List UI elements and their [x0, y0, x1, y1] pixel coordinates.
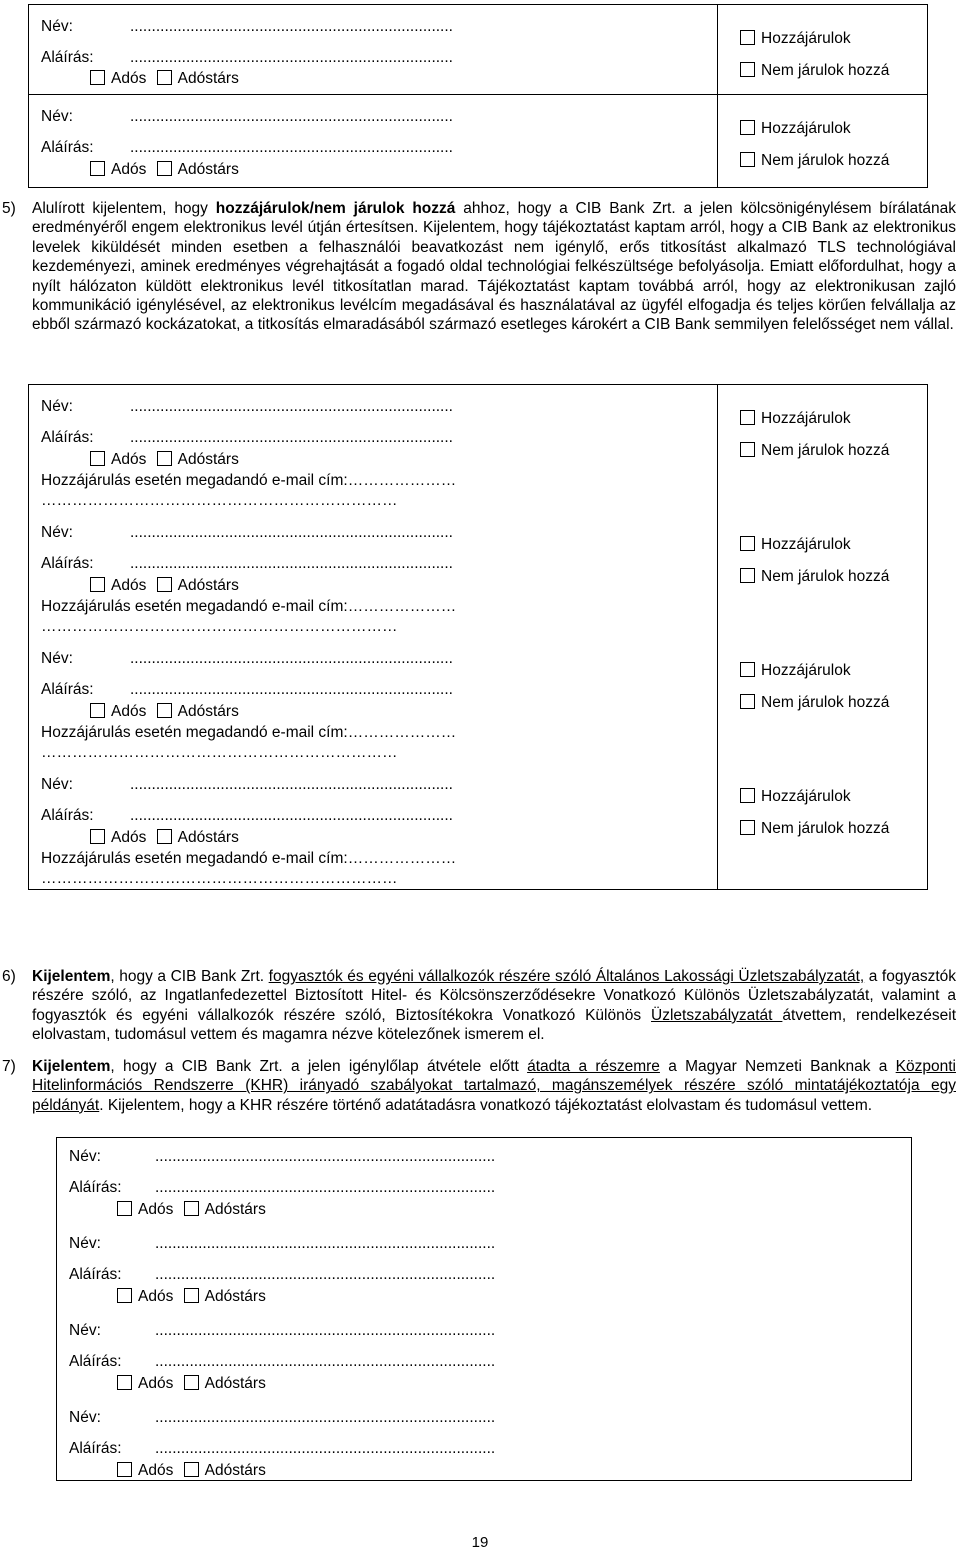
email-row1-name-field[interactable]: ........................................................................... — [130, 398, 453, 415]
khr-row3-signature: Aláírás: — [69, 1353, 122, 1370]
email-row3-role: Adós Adóstárs — [90, 703, 239, 721]
khr-row3-name: Név: — [69, 1322, 101, 1339]
email-table-divider — [717, 384, 718, 890]
email-row3-deny: Nem járulok hozzá — [740, 694, 889, 712]
khr-row2-name: Név: — [69, 1235, 101, 1252]
email-row1-signature-field[interactable]: ........................................................................... — [130, 429, 453, 446]
ados-checkbox[interactable] — [90, 161, 105, 176]
email-row3-email-label: Hozzájárulás esetén megadandó e-mail cím:………………… — [41, 724, 457, 741]
hozzajarulok-checkbox[interactable] — [740, 788, 755, 803]
top-row2-deny: Nem járulok hozzá — [740, 152, 889, 170]
email-row3-name: Név: — [41, 650, 73, 667]
email-row3-signature-field[interactable]: ........................................................................... — [130, 681, 453, 698]
khr-row3-name-field[interactable]: ............................................................................... — [155, 1322, 496, 1339]
email-row2-deny: Nem járulok hozzá — [740, 568, 889, 586]
email-row1-signature: Aláírás: — [41, 429, 94, 446]
adostars-checkbox[interactable] — [184, 1201, 199, 1216]
top-row1-signature-field[interactable]: ........................................................................... — [130, 49, 453, 66]
khr-row2-role: Adós Adóstárs — [117, 1288, 266, 1306]
khr-row3-signature-field[interactable]: ............................................................................... — [155, 1353, 496, 1370]
khr-row2-name-field[interactable]: ............................................................................... — [155, 1235, 496, 1252]
nem-jarulok-checkbox[interactable] — [740, 152, 755, 167]
email-row4-consent: Hozzájárulok — [740, 788, 851, 806]
adostars-checkbox[interactable] — [157, 451, 172, 466]
top-row2-consent: Hozzájárulok — [740, 120, 851, 138]
adostars-checkbox[interactable] — [157, 703, 172, 718]
top-table-row-divider — [28, 94, 928, 95]
email-row1-email-label: Hozzájárulás esetén megadandó e-mail cím:………………… — [41, 472, 457, 489]
hozzajarulok-checkbox[interactable] — [740, 536, 755, 551]
section7-number: 7) — [2, 1058, 16, 1075]
khr-row1-signature-field[interactable]: ............................................................................... — [155, 1179, 496, 1196]
email-row3-email-field[interactable]: …………………………………………………………… — [41, 744, 398, 761]
email-row4-signature-field[interactable]: ........................................................................... — [130, 807, 453, 824]
section7-text: Kijelentem, hogy a CIB Bank Zrt. a jelen igénylőlap átvétele előtt átadta a részemre a Magyar Nemzeti Banknak a Központi Hitelinformációs Rendszerre (KHR) irányadó szabályokat tartalmazó, magánszemélyek részére szóló mintatájékoztatója egy példányát. Kijelentem, hogy a KHR részére történő adatátadásra vonatkozó tájékoztatást elolvastam és tudomásul vettem. — [32, 1058, 956, 1114]
email-row4-name: Név: — [41, 776, 73, 793]
adostars-checkbox[interactable] — [157, 70, 172, 85]
hozzajarulok-checkbox[interactable] — [740, 30, 755, 45]
khr-row4-signature: Aláírás: — [69, 1440, 122, 1457]
nem-jarulok-checkbox[interactable] — [740, 694, 755, 709]
email-row2-consent: Hozzájárulok — [740, 536, 851, 554]
email-row2-name: Név: — [41, 524, 73, 541]
email-row2-name-field[interactable]: ........................................................................... — [130, 524, 453, 541]
top-row1-name-field[interactable]: ........................................................................... — [130, 18, 453, 35]
top-row1-name: Név: — [41, 18, 73, 35]
ados-checkbox[interactable] — [117, 1201, 132, 1216]
section5-number: 5) — [2, 200, 16, 217]
ados-checkbox[interactable] — [90, 829, 105, 844]
khr-row4-name-field[interactable]: ............................................................................... — [155, 1409, 496, 1426]
nem-jarulok-checkbox[interactable] — [740, 568, 755, 583]
nem-jarulok-checkbox[interactable] — [740, 62, 755, 77]
khr-row2-signature: Aláírás: — [69, 1266, 122, 1283]
email-row3-signature: Aláírás: — [41, 681, 94, 698]
ados-checkbox[interactable] — [117, 1375, 132, 1390]
khr-row2-signature-field[interactable]: ............................................................................... — [155, 1266, 496, 1283]
email-row3-consent: Hozzájárulok — [740, 662, 851, 680]
email-row2-email-field[interactable]: …………………………………………………………… — [41, 618, 398, 635]
adostars-checkbox[interactable] — [184, 1288, 199, 1303]
khr-row1-role: Adós Adóstárs — [117, 1201, 266, 1219]
section6-text: Kijelentem, hogy a CIB Bank Zrt. fogyasztók és egyéni vállalkozók részére szóló Általános Lakossági Üzletszabályzatát, a fogyasztók részére szóló, az Ingatlanfedezettel Biztosított Hitel- és Kölcsönszerződésekre Vonatkozó Különös Üzletszabályzatát, valamint a fogyasztók és egyéni vállalkozók részére szóló, Biztosítékokra Vonatkozó Különös Üzletszabályzatát átvettem, rendelkezéseit elolvastam, tudomásul vettem és magamra nézve kötelezőnek ismerem el. — [32, 968, 957, 1044]
khr-row3-role: Adós Adóstárs — [117, 1375, 266, 1393]
nem-jarulok-checkbox[interactable] — [740, 820, 755, 835]
email-row4-deny: Nem járulok hozzá — [740, 820, 889, 838]
top-table-divider — [717, 4, 718, 188]
top-row1-signature: Aláírás: — [41, 49, 94, 66]
adostars-checkbox[interactable] — [184, 1462, 199, 1477]
adostars-checkbox[interactable] — [157, 577, 172, 592]
top-row1-role: Adós Adóstárs — [90, 70, 239, 88]
ados-checkbox[interactable] — [90, 577, 105, 592]
email-row3-name-field[interactable]: ........................................................................... — [130, 650, 453, 667]
adostars-checkbox[interactable] — [184, 1375, 199, 1390]
email-row4-signature: Aláírás: — [41, 807, 94, 824]
email-row1-role: Adós Adóstárs — [90, 451, 239, 469]
section5-text: Alulírott kijelentem, hogy hozzájárulok/nem járulok hozzá ahhoz, hogy a CIB Bank Zrt. a jelen kölcsönigénylésem bírálatának eredményéről engem elektronikus levél útján értesítsen. Kijelentem, hogy tájékoztatást kaptam arról, hogy a CIB Bank az elektronikus levelek kiküldését minden esetben a felhasználói beavatkozást nem igénylő, erős titkosítást alkalmazó TLS technológiával kezdeményezi, aminek eredményes végrehajtását a fogadó oldal technológiai felkészültsége befolyásolja. Emiatt előfordulhat, hogy a nyílt hálózaton küldött elektronikus levél titkosítatlan marad. Tájékoztatást kaptam továbbá arról, hogy az elektronikusan zajló kommunikáció igénylésével, az elektronikus levélcím megadásával és használatával az ügyfél elfogadja és teljes körűen felvállalja az ebből származó kockázatokat, a titkosítás elmaradásából származó esetleges károkért a CIB Bank semmilyen felelősséget nem vállal. — [32, 200, 957, 334]
adostars-checkbox[interactable] — [157, 161, 172, 176]
khr-row1-name-field[interactable]: ............................................................................... — [155, 1148, 496, 1165]
adostars-checkbox[interactable] — [157, 829, 172, 844]
top-row1-deny: Nem járulok hozzá — [740, 62, 889, 80]
page-number: 19 — [471, 1534, 489, 1551]
khr-row4-name: Név: — [69, 1409, 101, 1426]
email-row2-role: Adós Adóstárs — [90, 577, 239, 595]
top-row2-signature: Aláírás: — [41, 139, 94, 156]
top-row1-consent: Hozzájárulok — [740, 30, 851, 48]
email-row4-role: Adós Adóstárs — [90, 829, 239, 847]
ados-checkbox[interactable] — [117, 1462, 132, 1477]
ados-checkbox[interactable] — [117, 1288, 132, 1303]
khr-row4-role: Adós Adóstárs — [117, 1462, 266, 1480]
email-row2-signature-field[interactable]: ........................................................................... — [130, 555, 453, 572]
ados-checkbox[interactable] — [90, 451, 105, 466]
ados-checkbox[interactable] — [90, 70, 105, 85]
khr-row1-signature: Aláírás: — [69, 1179, 122, 1196]
khr-row4-signature-field[interactable]: ............................................................................... — [155, 1440, 496, 1457]
email-row4-email-field[interactable]: …………………………………………………………… — [41, 870, 398, 887]
khr-row1-name: Név: — [69, 1148, 101, 1165]
hozzajarulok-checkbox[interactable] — [740, 410, 755, 425]
ados-checkbox[interactable] — [90, 703, 105, 718]
hozzajarulok-checkbox[interactable] — [740, 662, 755, 677]
nem-jarulok-checkbox[interactable] — [740, 442, 755, 457]
top-row2-role: Adós Adóstárs — [90, 161, 239, 179]
top-row2-signature-field[interactable]: ........................................................................... — [130, 139, 453, 156]
top-row2-name-field[interactable]: ........................................................................... — [130, 108, 453, 125]
email-row1-deny: Nem járulok hozzá — [740, 442, 889, 460]
section6-number: 6) — [2, 968, 16, 985]
hozzajarulok-checkbox[interactable] — [740, 120, 755, 135]
email-row4-name-field[interactable]: ........................................................................... — [130, 776, 453, 793]
email-row1-consent: Hozzájárulok — [740, 410, 851, 428]
email-row4-email-label: Hozzájárulás esetén megadandó e-mail cím:………………… — [41, 850, 457, 867]
email-row2-signature: Aláírás: — [41, 555, 94, 572]
top-row2-name: Név: — [41, 108, 73, 125]
email-row1-email-field[interactable]: …………………………………………………………… — [41, 492, 398, 509]
email-row1-name: Név: — [41, 398, 73, 415]
email-row2-email-label: Hozzájárulás esetén megadandó e-mail cím:………………… — [41, 598, 457, 615]
